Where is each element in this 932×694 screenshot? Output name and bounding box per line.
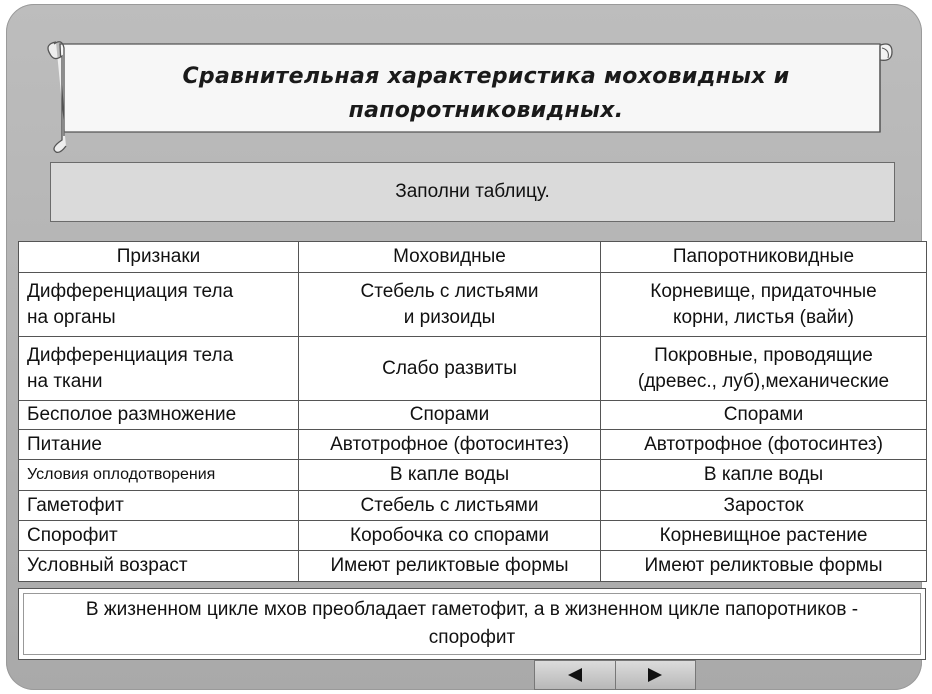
slide-background [6, 4, 922, 690]
next-slide-button[interactable] [616, 660, 697, 690]
ferns-cell: В капле воды [601, 460, 927, 491]
ferns-cell: Корневищное растение [601, 521, 927, 551]
mosses-cell: Спорами [299, 401, 601, 430]
mosses-cell: Имеют реликтовые формы [299, 551, 601, 582]
conclusion-box [18, 588, 926, 660]
table-row [19, 491, 927, 521]
table-row [19, 551, 927, 582]
page-title: Сравнительная характеристика моховидных и папоротниковидных. [182, 64, 790, 123]
previous-slide-button[interactable] [534, 660, 616, 690]
ferns-cell: Спорами [601, 401, 927, 430]
instruction-text: Заполни таблицу. [395, 181, 550, 202]
feature-cell: Гаметофит [19, 491, 299, 521]
comparison-table [18, 241, 927, 582]
conclusion-text: В жизненном цикле мхов преобладает гаметофит, а в жизненном цикле папоротников - спорофит [23, 593, 921, 655]
mosses-cell: В капле воды [299, 460, 601, 491]
instruction-box [50, 162, 895, 222]
header-mosses: Моховидные [299, 242, 601, 273]
header-ferns: Папоротниковидные [601, 242, 927, 273]
ferns-cell: Покровные, проводящие (древес., луб),механические [601, 337, 927, 401]
table-row [19, 430, 927, 460]
slide-navigation [534, 660, 696, 690]
feature-cell: Дифференциация тела на ткани [19, 337, 299, 401]
feature-cell: Спорофит [19, 521, 299, 551]
ferns-cell: Заросток [601, 491, 927, 521]
feature-cell: Дифференциация тела на органы [19, 273, 299, 337]
table-row [19, 401, 927, 430]
header-features: Признаки [19, 242, 299, 273]
mosses-cell: Автотрофное (фотосинтез) [299, 430, 601, 460]
feature-cell: Условный возраст [19, 551, 299, 582]
triangle-left-icon [566, 667, 584, 683]
table-header-row [19, 242, 927, 273]
table-row [19, 337, 927, 401]
ferns-cell: Корневище, придаточные корни, листья (вайи) [601, 273, 927, 337]
feature-cell: Бесполое размножение [19, 401, 299, 430]
triangle-right-icon [646, 667, 664, 683]
mosses-cell: Стебель с листьями и ризоиды [299, 273, 601, 337]
title-scroll-banner [46, 32, 898, 154]
mosses-cell: Слабо развиты [299, 337, 601, 401]
table-row [19, 521, 927, 551]
table-row [19, 273, 927, 337]
feature-cell: Условия оплодотворения [19, 460, 299, 491]
mosses-cell: Стебель с листьями [299, 491, 601, 521]
mosses-cell: Коробочка со спорами [299, 521, 601, 551]
feature-cell: Питание [19, 430, 299, 460]
ferns-cell: Имеют реликтовые формы [601, 551, 927, 582]
table-row [19, 460, 927, 491]
ferns-cell: Автотрофное (фотосинтез) [601, 430, 927, 460]
